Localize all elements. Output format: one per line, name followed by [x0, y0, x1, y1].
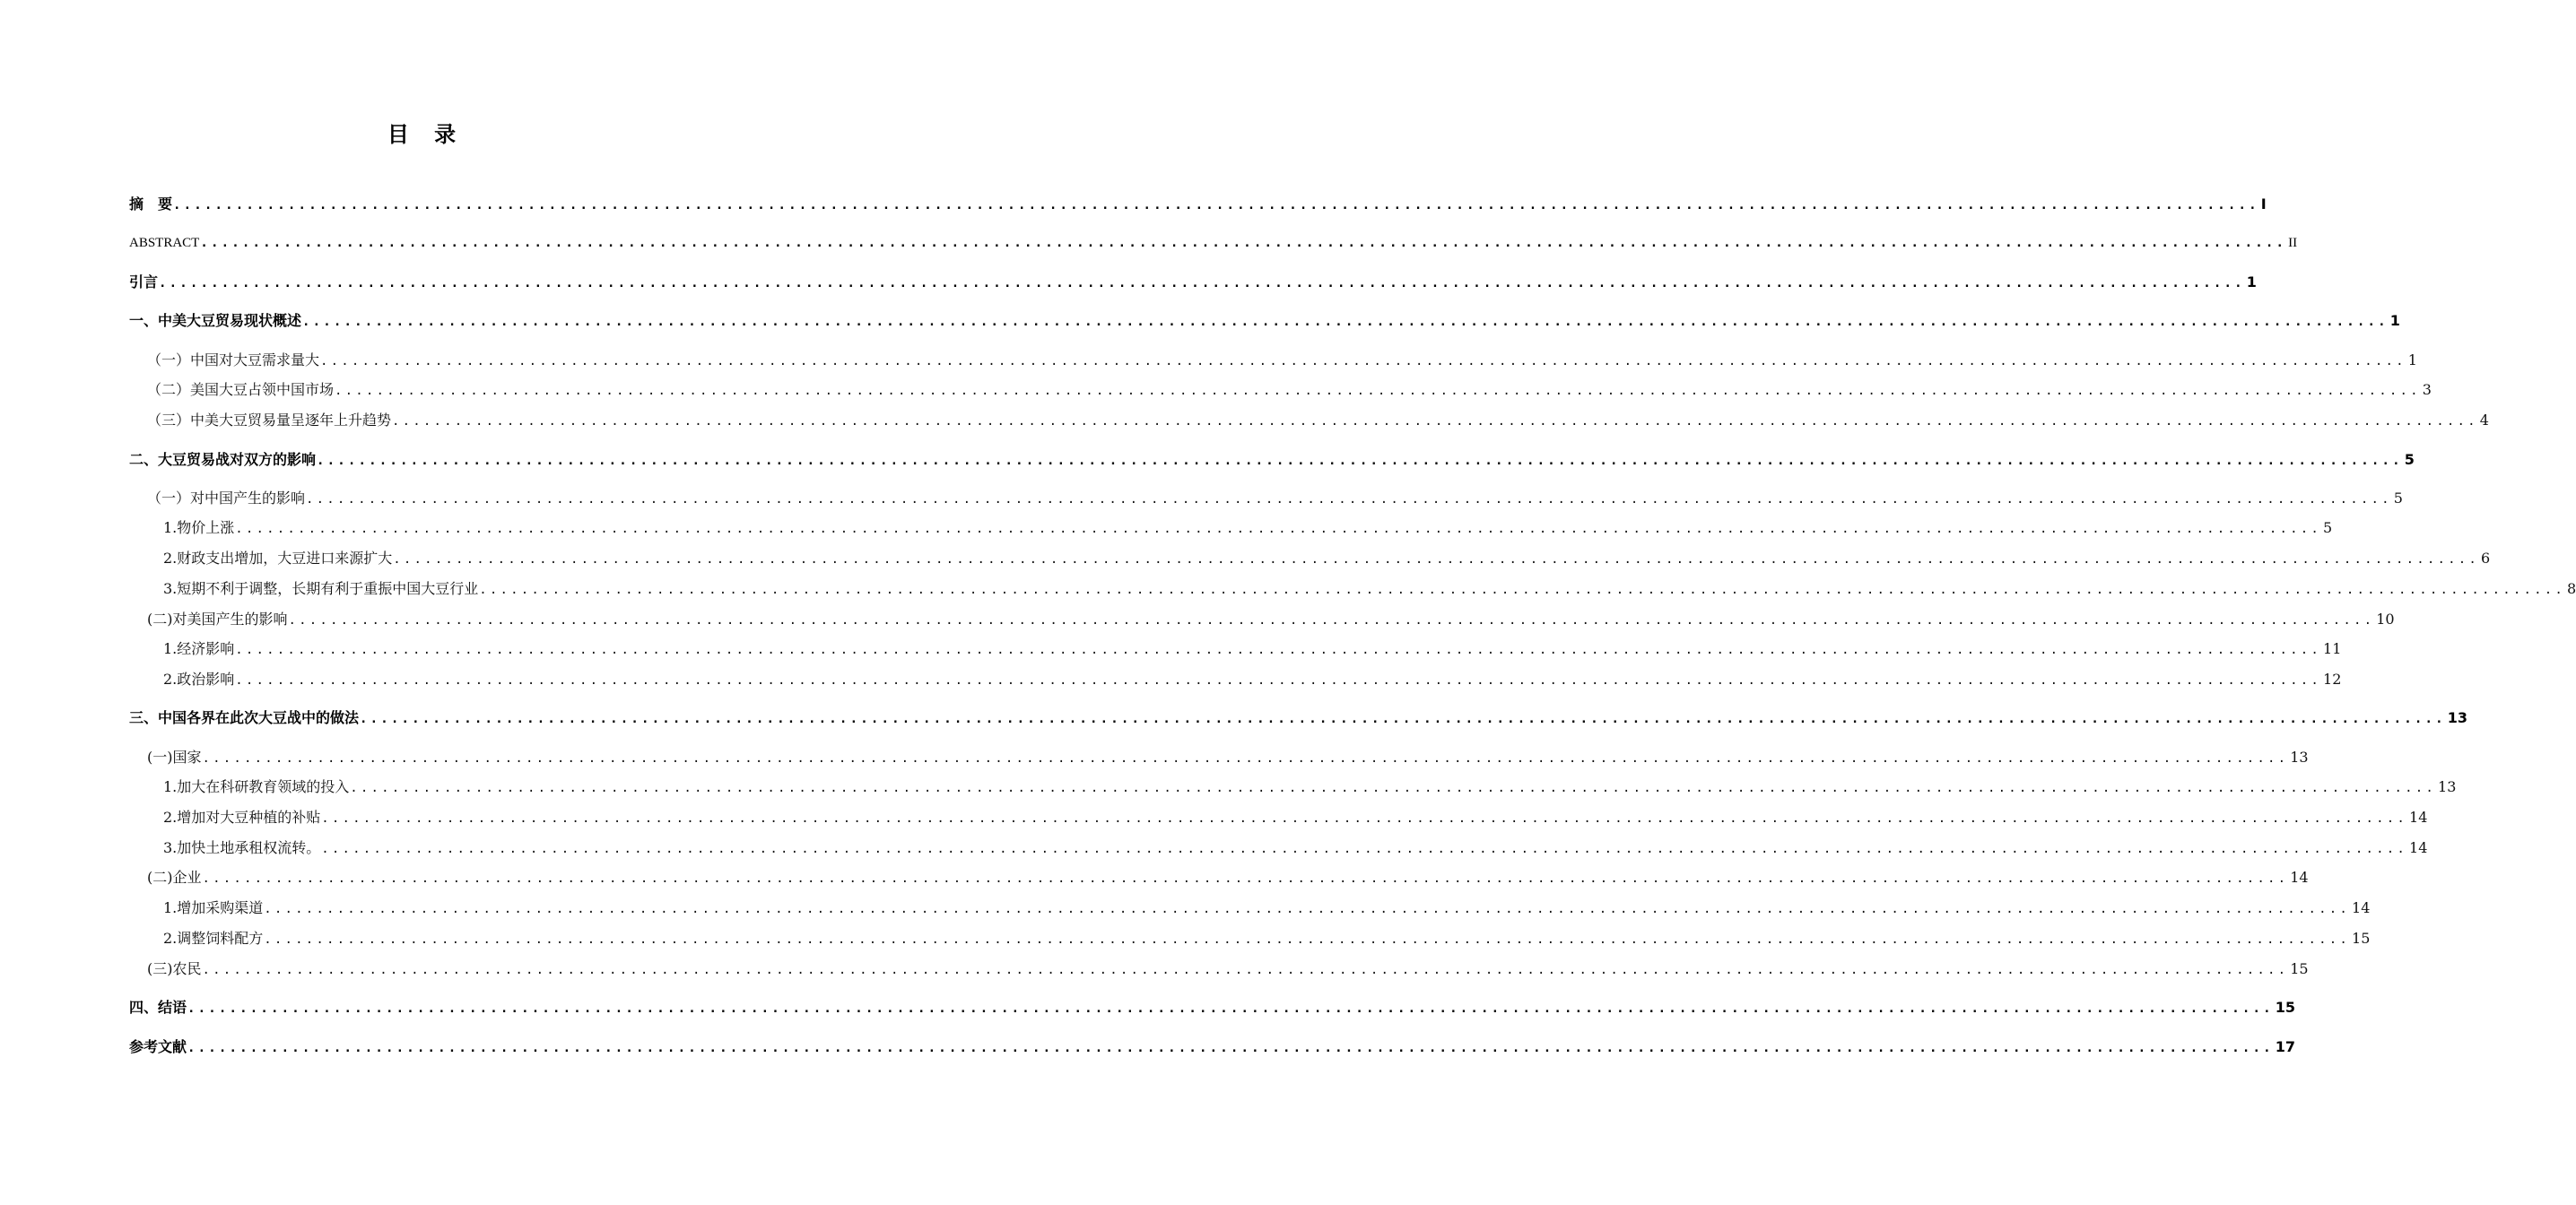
toc-entry-page: 1: [2389, 312, 2400, 329]
toc-entry-label: 参考文献: [129, 1038, 187, 1055]
toc-entry-label: 2.增加对大豆种植的补贴: [163, 809, 321, 826]
toc-entry-page: 14: [2290, 869, 2309, 886]
toc-entry[interactable]: [147, 610, 2395, 629]
toc-entry-page: 5: [2393, 490, 2403, 507]
toc-entry-label: （二）美国大豆占领中国市场: [147, 381, 335, 398]
toc-leader-dots: ........................................................................................................................................................................................................: [320, 354, 2406, 368]
toc-leader-dots: ........................................................................................................................................................................................................: [235, 673, 2322, 688]
toc-entry-label: 1.物价上涨: [163, 519, 235, 536]
toc-leader-dots: ........................................................................................................................................................................................................: [173, 198, 2259, 212]
toc-entry-page: 10: [2376, 611, 2395, 628]
toc-leader-dots: ........................................................................................................................................................................................................: [202, 963, 2289, 977]
toc-leader-dots: ........................................................................................................................................................................................................: [392, 414, 2478, 429]
toc-leader-dots: ........................................................................................................................................................................................................: [159, 276, 2245, 290]
toc-leader-dots: ........................................................................................................................................................................................................: [306, 492, 2392, 507]
toc-entry[interactable]: [129, 311, 2400, 331]
toc-entry[interactable]: [147, 489, 2403, 508]
toc-entry-page: 13: [2447, 709, 2468, 726]
toc-entry[interactable]: [129, 233, 2298, 253]
toc-entry-page: 14: [2352, 899, 2371, 916]
toc-entry[interactable]: [163, 808, 2428, 828]
toc-entry-page: 1: [2246, 273, 2257, 290]
toc-entry[interactable]: [163, 898, 2371, 918]
toc-entry-page: 13: [2438, 778, 2457, 795]
toc-leader-dots: ........................................................................................................................................................................................................: [350, 781, 2437, 795]
toc-leader-dots: ........................................................................................................................................................................................................: [187, 1041, 2274, 1055]
toc-entry[interactable]: [147, 748, 2309, 767]
toc-entry-label: 一、中美大豆贸易现状概述: [129, 312, 302, 329]
toc-entry[interactable]: [163, 518, 2333, 538]
toc-entry[interactable]: [163, 639, 2342, 659]
toc-entry[interactable]: [163, 838, 2428, 858]
toc-entry-page: 6: [2481, 550, 2491, 567]
toc-entry[interactable]: [129, 998, 2296, 1018]
toc-entry-page: 14: [2409, 839, 2428, 856]
toc-leader-dots: ........................................................................................................................................................................................................: [200, 236, 2287, 250]
toc-entry[interactable]: [147, 868, 2309, 888]
toc-entry-label: 1.加大在科研教育领域的投入: [163, 778, 350, 795]
toc-entry[interactable]: [147, 959, 2309, 979]
toc-entry-label: 2.财政支出增加，大豆进口来源扩大: [163, 550, 393, 567]
toc-entry-page: 5: [2404, 451, 2415, 468]
toc-entry[interactable]: [147, 411, 2489, 430]
toc-entry-page: 13: [2290, 749, 2309, 766]
toc-leader-dots: ........................................................................................................................................................................................................: [479, 583, 2566, 597]
toc-entry-label: ABSTRACT: [129, 236, 200, 250]
toc-leader-dots: ........................................................................................................................................................................................................: [393, 552, 2480, 567]
toc-entry-label: 2.调整饲料配方: [163, 930, 264, 947]
toc-entry-page: I: [2260, 195, 2267, 212]
toc-leader-dots: ........................................................................................................................................................................................................: [202, 871, 2289, 886]
toc-entry-page: 15: [2352, 930, 2371, 947]
toc-entry[interactable]: [163, 929, 2371, 949]
toc-entry-label: 二、大豆贸易战对双方的影响: [129, 451, 317, 468]
toc-leader-dots: ........................................................................................................................................................................................................: [360, 712, 2446, 726]
toc-entry[interactable]: [163, 670, 2342, 689]
toc-leader-dots: ........................................................................................................................................................................................................: [317, 454, 2403, 468]
toc-leader-dots: ........................................................................................................................................................................................................: [264, 902, 2351, 916]
toc-leader-dots: ........................................................................................................................................................................................................: [321, 811, 2408, 826]
toc-entry-label: (三)农民: [147, 960, 202, 977]
toc-leader-dots: ........................................................................................................................................................................................................: [187, 1001, 2274, 1016]
toc-entry-page: 1: [2407, 351, 2417, 368]
toc-leader-dots: ........................................................................................................................................................................................................: [264, 932, 2351, 947]
toc-entry[interactable]: [163, 777, 2457, 797]
toc-entry-page: 4: [2479, 412, 2489, 429]
toc-entry-page: 17: [2275, 1038, 2296, 1055]
toc-entry-label: （一）中国对大豆需求量大: [147, 351, 320, 368]
toc-entry[interactable]: [147, 380, 2432, 400]
toc-entry-page: 15: [2290, 960, 2309, 977]
toc-entry-page: 12: [2323, 671, 2342, 688]
toc-entry-label: （三）中美大豆贸易量呈逐年上升趋势: [147, 412, 392, 429]
toc-entry[interactable]: [163, 579, 2576, 599]
toc-entry[interactable]: [129, 1037, 2296, 1057]
toc-entry-label: （一）对中国产生的影响: [147, 490, 306, 507]
toc-leader-dots: ........................................................................................................................................................................................................: [202, 751, 2289, 766]
toc-entry-label: (二)对美国产生的影响: [147, 611, 288, 628]
toc-entry-page: 5: [2323, 519, 2333, 536]
toc-entry[interactable]: [129, 450, 2415, 470]
toc-entry-label: (二)企业: [147, 869, 202, 886]
toc-leader-dots: ........................................................................................................................................................................................................: [235, 643, 2322, 657]
toc-entry-label: 引言: [129, 273, 159, 290]
toc-leader-dots: ........................................................................................................................................................................................................: [335, 384, 2421, 398]
toc-leader-dots: ........................................................................................................................................................................................................: [321, 842, 2408, 856]
toc-entry-label: 摘 要: [129, 195, 173, 212]
toc-entry-label: (一)国家: [147, 749, 202, 766]
toc-entry-page: 3: [2422, 381, 2432, 398]
toc-entry-label: 1.经济影响: [163, 640, 235, 657]
page-title: 目 录: [387, 122, 466, 147]
toc-entry-page: 15: [2275, 999, 2296, 1016]
toc-leader-dots: ........................................................................................................................................................................................................: [288, 613, 2375, 628]
toc-entry[interactable]: [129, 195, 2267, 214]
toc-entry-label: 3.加快土地承租权流转。: [163, 839, 321, 856]
toc-entry-label: 四、结语: [129, 999, 187, 1016]
toc-entry-label: 三、中国各界在此次大豆战中的做法: [129, 709, 360, 726]
toc-entry[interactable]: [163, 549, 2491, 568]
toc-entry[interactable]: [147, 351, 2417, 370]
toc-entry-page: 8: [2567, 580, 2576, 597]
toc-entry-label: 1.增加采购渠道: [163, 899, 264, 916]
toc-entry-page: 11: [2323, 640, 2342, 657]
toc-entry-page: II: [2288, 236, 2298, 250]
toc-entry-label: 3.短期不利于调整，长期有利于重振中国大豆行业: [163, 580, 479, 597]
toc-leader-dots: ........................................................................................................................................................................................................: [235, 522, 2322, 536]
toc-entry[interactable]: [129, 273, 2257, 292]
toc-entry-page: 14: [2409, 809, 2428, 826]
toc-entry-label: 2.政治影响: [163, 671, 235, 688]
toc-leader-dots: ........................................................................................................................................................................................................: [302, 315, 2389, 329]
toc-entry[interactable]: [129, 708, 2468, 728]
